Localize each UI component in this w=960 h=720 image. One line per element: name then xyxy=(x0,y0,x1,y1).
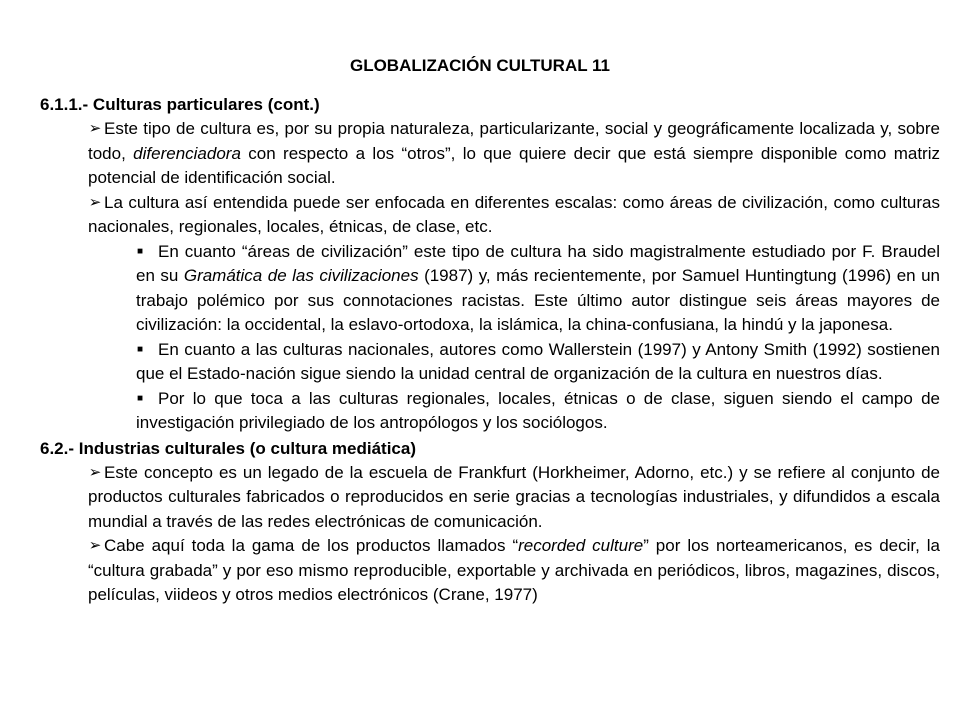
slide-content xyxy=(40,92,940,608)
bullet-emphasis: diferenciadora xyxy=(133,143,241,163)
bullet-cultura-particularizante xyxy=(40,117,940,191)
square-bullet-icon: ■ xyxy=(137,245,144,257)
subbullet-culturas-nacionales xyxy=(40,338,940,387)
arrow-bullet-icon: ➢ xyxy=(88,120,102,137)
arrow-bullet-icon: ➢ xyxy=(88,193,102,211)
arrow-bullet-icon: ➢ xyxy=(88,463,102,481)
subbullet-culturas-regionales xyxy=(40,387,940,436)
bullet-text: La cultura así entendida puede ser enfocada en diferentes escalas: como áreas de civilización, como culturas nacionales, regionales, locales, étnicas, de clase, etc. xyxy=(88,192,940,236)
subbullet-text: En cuanto a las culturas nacionales, autores como Wallerstein (1997) y Antony Smith (1992) sostienen que el Estado-nación sigue siendo la unidad central de organización de la cultura en nuestros días. xyxy=(136,339,940,383)
bullet-text: Este tipo de cultura es, por su propia naturaleza, particularizante, social y geográficamente localizada y, sobre todo, xyxy=(88,119,940,163)
bullet-text: Cabe aquí toda la gama de los productos llamados “ xyxy=(104,536,519,555)
subbullet-text: (1987) y, más recientemente, por Samuel Huntingtung (1996) en un trabajo polémico por sus connotaciones racistas. Este último autor distingue seis áreas mayores de civilización: la occidental, la eslavo-ortodoxa, la islámica, la china-confusiana, la hindú y la japonesa. xyxy=(136,266,940,334)
subbullet-emphasis: Gramática de las civilizaciones xyxy=(183,266,419,285)
bullet-text: ” por los norteamericanos, es decir, la “cultura grabada” y por eso mismo reproducible, exportable y archivada en periódicos, libros, magazines, discos, películas, viideos y otros medios electrónicos (Crane, 1977) xyxy=(88,536,941,604)
subbullet-areas-civilizacion xyxy=(40,240,940,338)
slide-title: GLOBALIZACIÓN CULTURAL 11 xyxy=(349,56,611,75)
arrow-bullet-icon: ➢ xyxy=(88,537,102,554)
bullet-escuela-frankfurt xyxy=(40,461,940,535)
bullet-recorded-culture xyxy=(40,534,940,608)
bullet-escalas xyxy=(40,191,940,240)
bullet-text: con respecto a los “otros”, lo que quiere decir que está siempre disponible como matriz potencial de identificación social. xyxy=(88,143,940,187)
bullet-text: Este concepto es un legado de la escuela de Frankfurt (Horkheimer, Adorno, etc.) y se refiere al conjunto de productos culturales fabricados o reproducidos en serie gracias a tecnologías industriales, y difundidos a escala mundial a través de las redes electrónicas de comunicación. xyxy=(88,462,940,531)
subbullet-text: En cuanto “áreas de civilización” este tipo de cultura ha sido magistralmente estudiado por F. Braudel en su xyxy=(136,241,940,285)
section-heading-culturas-particulares: 6.1.1.- Culturas particulares (cont.) xyxy=(40,95,320,114)
section-heading-industrias-culturales: 6.2.- Industrias culturales (o cultura mediática) xyxy=(40,438,416,458)
square-bullet-icon: ■ xyxy=(137,392,144,404)
bullet-emphasis: recorded culture xyxy=(518,536,644,555)
square-bullet-icon: ■ xyxy=(137,343,144,355)
subbullet-text: Por lo que toca a las culturas regionales, locales, étnicas o de clase, siguen siendo el campo de investigación privilegiado de los antropólogos y los sociólogos. xyxy=(136,388,940,432)
